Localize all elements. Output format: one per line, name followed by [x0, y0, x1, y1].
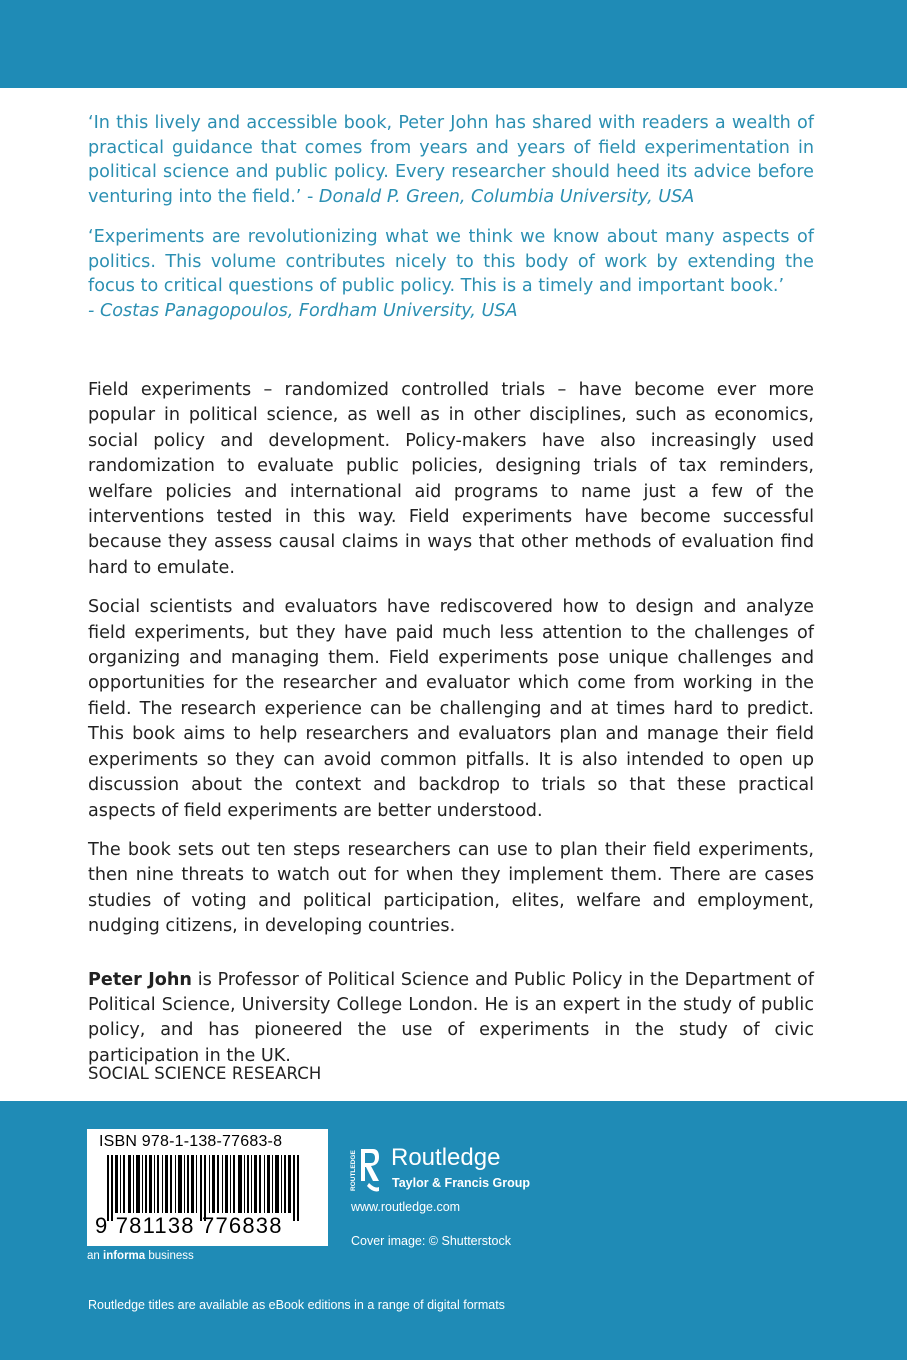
cover-image-credit: Cover image: © Shutterstock [351, 1234, 511, 1248]
endorsement-quote [88, 111, 814, 209]
quote-attribution: - Costas Panagopoulos, Fordham University, USA [88, 300, 518, 321]
endorsement-quotes [88, 111, 814, 339]
author-bio [88, 968, 814, 1070]
quote-text: ‘In this lively and accessible book, Peter John has shared with readers a wealth of practical guidance that comes from years and years of field experimentation in political science and public policy. Every researcher should heed its advice before venturing into the field.’ - [88, 113, 814, 207]
description-paragraph: Social scientists and evaluators have rediscovered how to design and analyze field experiments, but they have paid much less attention to the challenges of organizing and managing them. Field experiments pose unique challenges and opportunities for the researcher and evaluator which come from working in the field. The research experience can be challenging and at times hard to predict. This book aims to help researchers and evaluators plan and manage their field experiments so they can avoid common pitfalls. It is also intended to open up discussion about the context and backdrop to trials so that these practical aspects of field experiments are better understood. [88, 597, 814, 821]
logo-vertical-text: ROUTLEDGE [350, 1150, 357, 1191]
informa-brand: informa [103, 1250, 146, 1262]
quote-attribution: Donald P. Green, Columbia University, USA [318, 186, 695, 207]
barcode-box [87, 1129, 328, 1246]
author-bio-text: is Professor of Political Science and Public Policy in the Department of Political Science, University College London. He is an expert in the study of public policy, and has pioneered the use of experiments in the study of civic participation in the UK. [88, 969, 814, 1066]
quote-text: ‘Experiments are revolutionizing what we think we know about many aspects of politics. This volume contributes nicely to this body of work by extending the focus to critical questions of public policy. This is a timely and important book.’ [88, 227, 814, 296]
ebook-note: Routledge titles are available as eBook editions in a range of digital formats [88, 1298, 505, 1312]
endorsement-quote [88, 225, 814, 323]
description-paragraph: Field experiments – randomized controlled trials – have become ever more popular in political science, as well as in other disciplines, such as economics, social policy and development. Policy-makers have also increasingly used randomization to evaluate public policies, designing trials of tax reminders, welfare policies and international aid programs to name just a few of the interventions tested in this way. Field experiments have become successful because they assess causal claims in ways that other methods of evaluation find hard to emulate. [88, 380, 814, 578]
informa-prefix: an [87, 1250, 103, 1262]
barcode-digits: 9 781138 776838 [95, 1213, 283, 1238]
author-name: Peter John [88, 969, 192, 990]
informa-tagline [87, 1250, 194, 1262]
isbn-text: ISBN 978-1-138-77683-8 [99, 1133, 283, 1150]
publisher-name: Routledge [391, 1144, 501, 1171]
publisher-group: Taylor & Francis Group [392, 1176, 530, 1190]
barcode-icon [99, 1155, 317, 1221]
informa-suffix: business [145, 1250, 194, 1262]
publisher-url: www.routledge.com [351, 1200, 461, 1214]
routledge-logo-icon [347, 1143, 379, 1195]
book-description [88, 378, 814, 1083]
top-color-band [0, 0, 907, 88]
subject-category: SOCIAL SCIENCE RESEARCH [88, 1064, 322, 1083]
description-paragraph: The book sets out ten steps researchers can use to plan their field experiments, then nine threats to watch out for when they implement them. There are cases studies of voting and political participation, elites, welfare and employment, nudging citizens, in developing countries. [88, 839, 814, 937]
